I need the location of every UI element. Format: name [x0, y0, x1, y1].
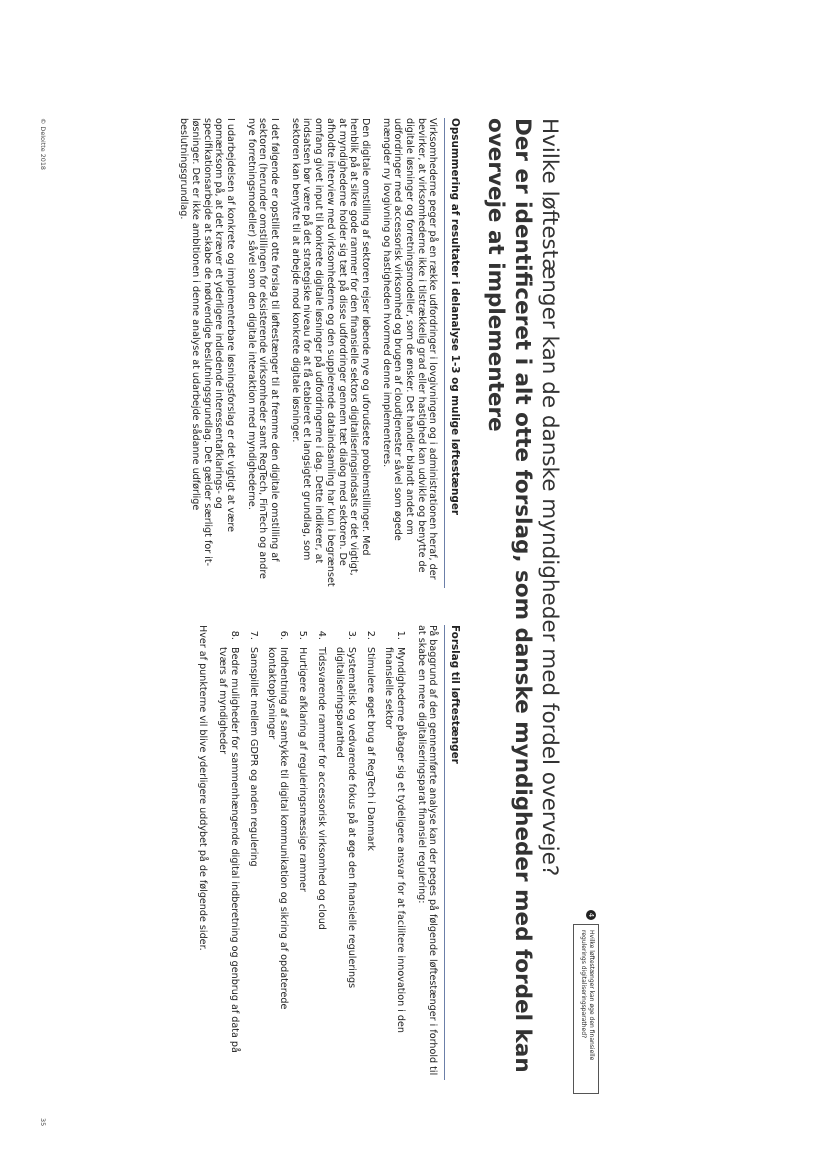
section-badge	[561, 910, 599, 1160]
proposal-item-7: 7. Samspillet mellem GDPR og anden regulering	[247, 643, 259, 1080]
copyright-footer: © Deloitte 2018	[39, 118, 47, 170]
page-subtitle: Der er identificeret i alt otte forslag, som danske myndigheder med fordel kan overveje at implementere	[483, 118, 535, 1073]
right-intro: På baggrund af den gennemførte analyse kan der peges på følgende løftestænger i forhold til at skabe en mere digitaliseringsparat finansiel regulering:	[415, 625, 439, 1076]
left-heading: Opsummering af resultater i delanalyse 1-3 og mulige løftestænger	[445, 118, 462, 588]
left-paragraph-3: I det følgende er opstillet otte forslag til løftestænger til at fremme den digitale omstilling af sektoren (herunder omstillingen for eksisterende virksomheder samt RegTech, FinTech og andre nye forretningsmodeller) såvel som den digitale interaktion med myndighederne.	[245, 118, 281, 579]
page-title: Hvilke løftestænger kan de danske myndigheder med fordel overveje?	[537, 118, 562, 877]
proposal-list	[217, 625, 406, 1080]
proposal-item-5: 5. Hurtigere afklaring af reguleringsmæssige rammer	[296, 643, 308, 1080]
left-column	[168, 118, 461, 588]
right-heading: Forslag til løftestænger	[445, 625, 462, 1080]
section-question-box: Hvilke løftestænger kan øge den finansielle regulerings digitaliseringsparathed?	[573, 924, 599, 1094]
page-number: 35	[39, 1118, 47, 1127]
right-column	[187, 625, 461, 1080]
proposal-item-8: 8. Bedre muligheder for sammenhængende digital indberetning og genbrug af data på tværs af myndigheder	[217, 643, 240, 1080]
proposal-item-2: 2. Stimulere øget brug af RegTech i Danmark	[364, 643, 376, 1080]
left-paragraph-1: Virksomhederne peger på en række udfordringer i lovgivningen og i administrationen heraf, der bevirker, at virksomhederne ikke i tilstrækkelig grad eller hastighed kan udvikle og benytte de digitale løsninger og forretningsmodeller, som de ønsker. Det handler blandt andet om udfordringer med accessorisk virksomhed og brugen af cloudtjenester såvel som øgede mængder ny lovgivning og hastigheden hvormed denne implementeres.	[380, 118, 439, 580]
proposal-item-4: 4. Tidssvarende rammer for accessorisk virksomhed og cloud	[315, 643, 327, 1080]
proposal-item-6: 6. Indhentning af samtykke til digital kommunikation og sikring af opdaterede kontaktoplysninger	[266, 643, 289, 1080]
section-number-badge: 4	[586, 910, 596, 920]
right-outro: Hver af punkterne vil blive yderligere uddybet på de følgende sider.	[196, 625, 208, 951]
proposal-item-3: 3. Systematisk og vedvarende fokus på at øge den finansielle regulerings digitaliseringsparathed	[334, 643, 357, 1080]
left-paragraph-2: Den digitale omstilling af sektoren rejser løbende nye og uforudsete problemstillinger. Med henblik på at sikre gode rammer for den finansielle sektors digitaliseringsindsats er det vigtigt, at myndighederne holder sig tæt på disse udfordringer gennem tæt dialog med sektoren. De afholdte interview med virksomhederne og den supplerende dataindsamling har kun i begrænset omfang givet input til konkrete digitale løsninger på udfordringerne i dag. Dette indikerer, at indsatsen bør være på det strategiske niveau for at få etableret et langsigtet grundlag, som sektoren kan benytte til at arbejde mod konkrete digitale løsninger.	[289, 118, 371, 587]
left-paragraph-4: I udarbejdelsen af konkrete og implementerbare løsningsforslag er det vigtigt at være opmærksom på, at det kræver et yderligere indledende interessentafklarings- og specifikationsarbejde at skabe de nødvendige beslutningsgrundlag. Det gælder særligt for it-løsninger. Det er ikke ambitionen i denne analyse at udarbejde sådanne udførlige beslutningsgrundlag.	[178, 118, 236, 567]
proposal-item-1: 1. Myndighederne påtager sig et tydeligere ansvar for at facilitere innovation i den finansielle sektor	[383, 643, 406, 1080]
